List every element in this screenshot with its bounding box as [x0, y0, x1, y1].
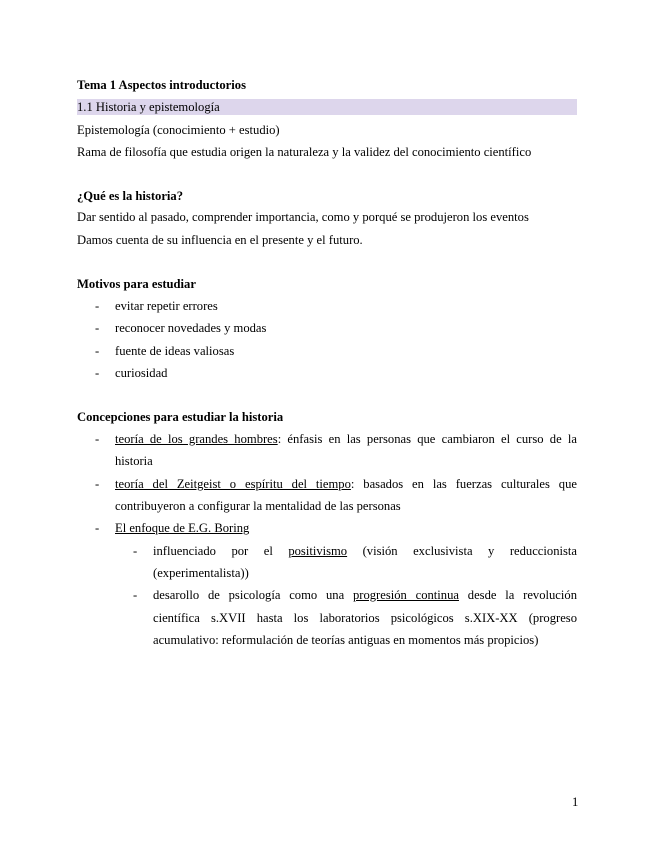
bullet: -: [95, 521, 100, 535]
epistemology-definition: Epistemología (conocimiento + estudio): [77, 123, 280, 137]
zeitgeist-cont: contribuyeron a configurar la mentalidad de las personas: [115, 499, 401, 513]
section-heading: 1.1 Historia y epistemología: [77, 99, 577, 115]
sub-list-item: [133, 587, 137, 603]
progression-desc: desde la revolución: [458, 588, 577, 602]
positivism-pre: influenciado por el: [153, 544, 289, 558]
list-item-text: fuente de ideas valiosas: [115, 344, 235, 358]
bullet: -: [95, 344, 100, 358]
progression-line-3: acumulativo: reformulación de teorías antiguas en momentos más propicios): [153, 633, 539, 647]
sub-list-item: [133, 543, 137, 559]
epistemology-description: Rama de filosofía que estudia origen la naturaleza y la validez del conocimiento científico: [77, 145, 532, 159]
bullet: -: [133, 588, 138, 602]
progression-term: progresión continua: [352, 588, 459, 602]
progression-pre: desarollo de psicología como una: [153, 588, 353, 602]
positivism-cont: (experimentalista)): [153, 566, 249, 580]
list-item: [95, 476, 99, 492]
zeitgeist-term: teoría del Zeitgeist o espíritu del tiempo: [115, 477, 351, 491]
progression-line-2: científica s.XVII hasta los laboratorios psicológicos s.XIX-XX (progreso: [153, 611, 577, 625]
bullet: -: [95, 299, 100, 313]
zeitgeist-line: [115, 476, 577, 492]
bullet: -: [95, 477, 100, 491]
list-item: [95, 431, 99, 447]
list-item: [95, 343, 235, 359]
page-title: Tema 1 Aspectos introductorios: [77, 78, 246, 92]
zeitgeist-desc: : basados en las fuerzas culturales que: [350, 477, 577, 491]
positivism-line: [153, 543, 577, 559]
great-men-term: teoría de los grandes hombres: [115, 432, 278, 446]
great-men-cont: historia: [115, 454, 153, 468]
great-men-desc: : énfasis en las personas que cambiaron el curso de la: [277, 432, 577, 446]
history-text-1: Dar sentido al pasado, comprender importancia, como y porqué se produjeron los eventos: [77, 210, 529, 224]
list-item-text: curiosidad: [115, 366, 168, 380]
conceptions-heading: Concepciones para estudiar la historia: [77, 410, 284, 424]
history-heading: ¿Qué es la historia?: [77, 189, 183, 203]
list-item-text: evitar repetir errores: [115, 299, 218, 313]
progression-line: [153, 587, 577, 603]
list-item: [95, 298, 218, 314]
motives-heading: Motivos para estudiar: [77, 277, 196, 291]
page-number: 1: [572, 795, 579, 809]
positivism-term: positivismo: [288, 544, 348, 558]
bullet: -: [133, 544, 138, 558]
history-text-2: Damos cuenta de su influencia en el presente y el futuro.: [77, 233, 363, 247]
bullet: -: [95, 366, 100, 380]
positivism-desc: (visión exclusivista y reduccionista: [347, 544, 577, 558]
list-item: [95, 320, 267, 336]
list-item-text: reconocer novedades y modas: [115, 321, 267, 335]
list-item: [95, 520, 99, 536]
bullet: -: [95, 432, 100, 446]
list-item: [95, 365, 168, 381]
boring-term: El enfoque de E.G. Boring: [115, 521, 250, 535]
bullet: -: [95, 321, 100, 335]
great-men-line: [115, 431, 577, 447]
